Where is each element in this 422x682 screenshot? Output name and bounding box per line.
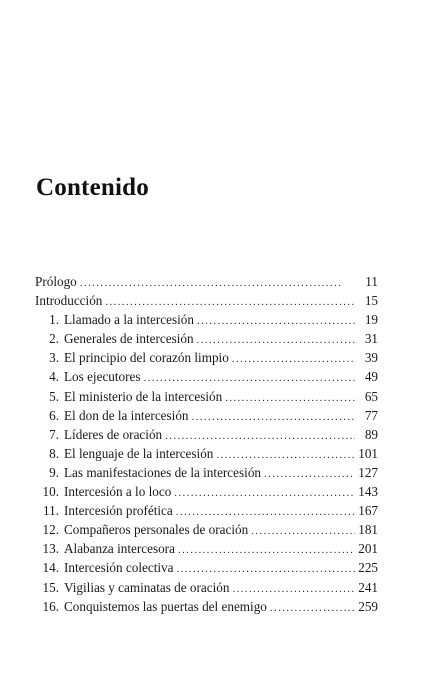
toc-entry-page: 241 <box>358 579 378 595</box>
table-of-contents <box>35 272 378 616</box>
toc-entry-page: 127 <box>358 464 378 480</box>
toc-entry-title: Las manifestaciones de la intercesión <box>64 464 262 480</box>
toc-entry-page: 39 <box>364 350 378 366</box>
toc-entry-number: 13. <box>42 541 59 557</box>
toc-entry-title: Llamado a la intercesión <box>64 312 194 328</box>
toc-entry-number: 9. <box>49 464 59 480</box>
toc-entry-number: 15. <box>42 579 59 595</box>
toc-entry <box>35 272 378 291</box>
toc-entry-number: 16. <box>42 598 59 614</box>
toc-entry <box>35 444 378 463</box>
toc-entry <box>35 291 378 310</box>
toc-entry-page: 101 <box>358 445 378 461</box>
toc-entry-title: El ministerio de la intercesión <box>64 388 223 404</box>
dot-leader <box>225 389 355 408</box>
toc-entry-title: El principio del corazón limpio <box>64 350 229 366</box>
toc-entry-page: 225 <box>358 560 378 576</box>
toc-entry-page: 49 <box>364 369 378 385</box>
toc-entry <box>35 539 378 558</box>
toc-entry-page: 167 <box>358 503 378 519</box>
toc-entry-page: 15 <box>364 293 378 309</box>
toc-entry-page: 77 <box>364 407 378 423</box>
toc-entry-page: 259 <box>358 598 378 614</box>
toc-entry <box>35 329 378 348</box>
toc-entry <box>35 597 378 616</box>
toc-entry-title: Prólogo <box>35 274 77 289</box>
toc-entry-number: 3. <box>49 350 59 366</box>
dot-leader <box>178 541 355 560</box>
toc-entry-number: 12. <box>42 522 59 538</box>
page-title: Contenido <box>36 174 149 201</box>
toc-entry-page: 201 <box>358 541 378 557</box>
toc-entry <box>35 387 378 406</box>
toc-entry-page: 89 <box>364 426 378 442</box>
toc-entry-number: 4. <box>49 369 59 385</box>
toc-entry-number: 8. <box>49 445 59 461</box>
dot-leader <box>264 465 355 484</box>
dot-leader <box>197 312 355 331</box>
toc-entry-title: Intercesión profética <box>64 503 173 519</box>
toc-entry <box>35 348 378 367</box>
toc-entry <box>35 501 378 520</box>
toc-entry-page: 65 <box>364 388 378 404</box>
toc-entry-title: Compañeros personales de oración <box>64 522 249 538</box>
toc-entry <box>35 558 378 577</box>
toc-entry-number: 5. <box>49 388 59 404</box>
toc-entry-title: El lenguaje de la intercesión <box>64 445 214 461</box>
toc-entry-title: Intercesión a lo loco <box>64 484 172 500</box>
toc-entry-number: 7. <box>49 426 59 442</box>
toc-entry-page: 143 <box>358 484 378 500</box>
toc-entry-page: 11 <box>365 274 378 289</box>
toc-entry-title: Líderes de oración <box>64 426 163 442</box>
toc-entry-title: Introducción <box>35 293 103 309</box>
toc-entry <box>35 367 378 386</box>
toc-entry <box>35 425 378 444</box>
toc-entry <box>35 482 378 501</box>
toc-entry-number: 14. <box>42 560 59 576</box>
toc-entry <box>35 406 378 425</box>
toc-entry-page: 181 <box>358 522 378 538</box>
toc-entry <box>35 520 378 539</box>
dot-leader <box>80 274 355 293</box>
toc-entry-number: 1. <box>49 312 59 328</box>
toc-entry-title: El don de la intercesión <box>64 407 189 423</box>
dot-leader <box>192 408 355 427</box>
toc-entry-title: Intercesión colectiva <box>64 560 174 576</box>
dot-leader <box>251 522 355 541</box>
toc-entry-title: Alabanza intercesora <box>64 541 175 557</box>
toc-entry-number: 6. <box>49 407 59 423</box>
toc-entry <box>35 463 378 482</box>
toc-entry-title: Los ejecutores <box>64 369 141 385</box>
toc-entry-title: Generales de intercesión <box>64 331 194 347</box>
dot-leader <box>270 599 355 618</box>
dot-leader <box>232 350 355 369</box>
toc-entry-number: 11. <box>43 503 59 519</box>
toc-entry-page: 31 <box>364 331 378 347</box>
toc-entry <box>35 310 378 329</box>
toc-entry-title: Conquistemos las puertas del enemigo <box>64 598 267 614</box>
dot-leader <box>174 484 355 503</box>
toc-entry-title: Vigilias y caminatas de oración <box>64 579 230 595</box>
toc-entry-number: 2. <box>49 331 59 347</box>
toc-entry-number: 10. <box>42 484 59 500</box>
toc-entry <box>35 578 378 597</box>
toc-entry-page: 19 <box>364 312 378 328</box>
